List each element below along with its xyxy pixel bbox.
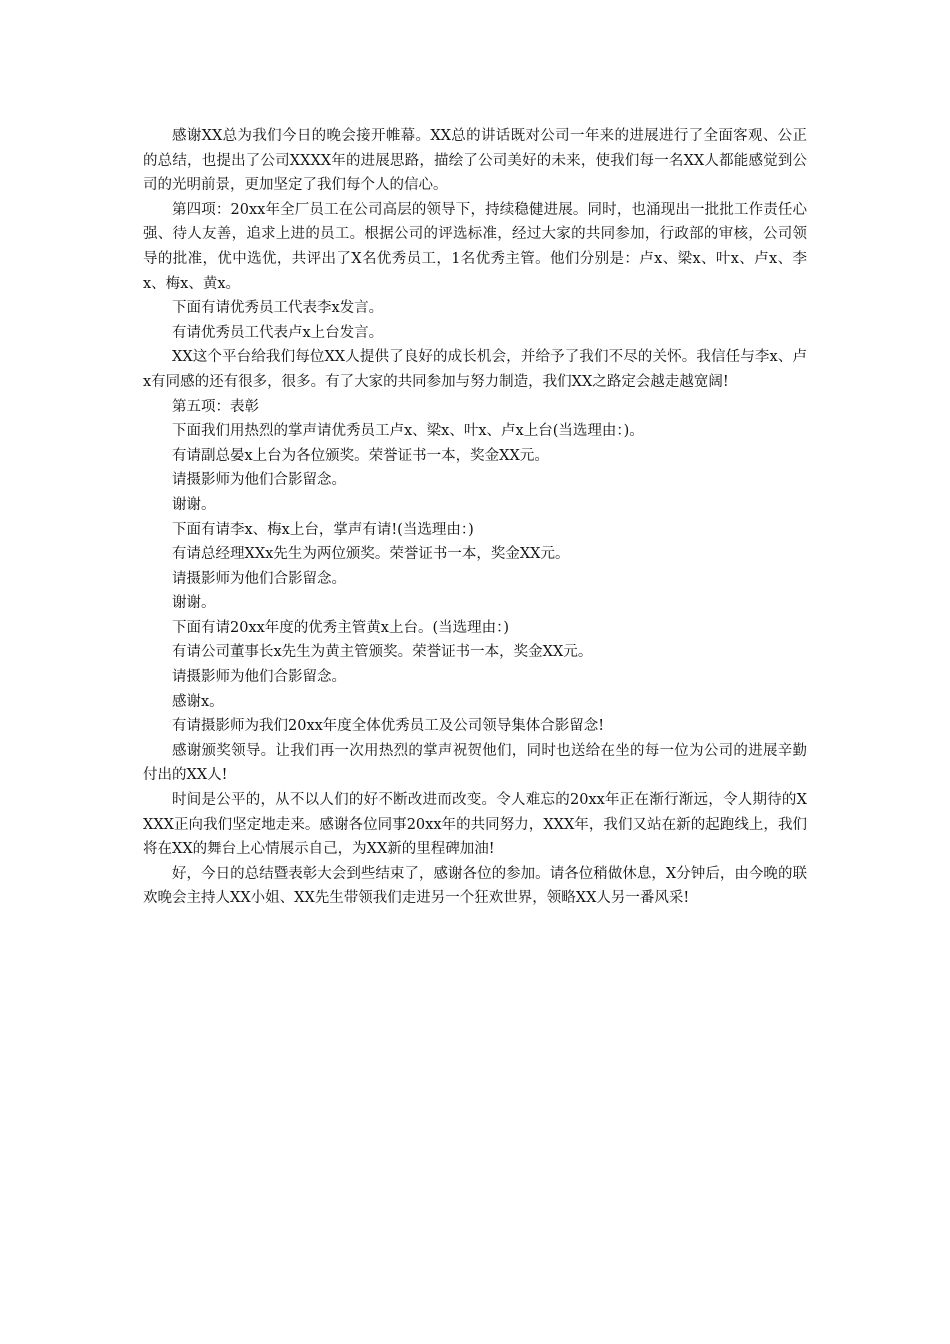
document-body [143, 124, 807, 911]
paragraph: 感谢x。 [172, 693, 224, 710]
paragraph: 谢谢。 [172, 595, 216, 612]
paragraph: 有请副总晏x上台为各位颁奖。荣誉证书一本，奖金XX元。 [172, 447, 549, 464]
paragraph: 有请摄影师为我们20xx年度全体优秀员工及公司领导集体合影留念! [172, 718, 605, 735]
paragraph: XX这个平台给我们每位XX人提供了良好的成长机会，并给予了我们不尽的关怀。我信任与李x、卢x有同感的还有很多，很多。有了大家的共同参加与努力制造，我们XX之路定会越走越宽阔! [143, 349, 807, 390]
paragraph: 有请优秀员工代表卢x上台发言。 [172, 324, 384, 341]
paragraph: 请摄影师为他们合影留念。 [172, 570, 346, 587]
paragraph: 第五项：表彰 [172, 398, 259, 415]
paragraph: 感谢XX总为我们今日的晚会接开帷幕。XX总的讲话既对公司一年来的进展进行了全面客观、公正的总结，也提出了公司XXXX年的进展思路，描绘了公司美好的未来，使我们每一名XX人都能感觉到公司的光明前景，更加坚定了我们每个人的信心。 [143, 128, 807, 194]
paragraph: 好，今日的总结暨表彰大会到些结束了，感谢各位的参加。请各位稍做休息，X分钟后，由今晚的联欢晚会主持人XX小姐、XX先生带领我们走进另一个狂欢世界，领略XX人另一番风采! [143, 865, 807, 907]
paragraph: 请摄影师为他们合影留念。 [172, 472, 346, 489]
paragraph: 下面我们用热烈的掌声请优秀员工卢x、梁x、叶x、卢x上台(当选理由：)。 [172, 423, 644, 440]
paragraph: 感谢颁奖领导。让我们再一次用热烈的掌声祝贺他们，同时也送给在坐的每一位为公司的进展辛勤付出的XX人! [143, 742, 807, 784]
paragraph: 下面有请20xx年度的优秀主管黄x上台。(当选理由：) [172, 619, 510, 636]
paragraph: 有请公司董事长x先生为黄主管颁奖。荣誉证书一本，奖金XX元。 [172, 644, 593, 661]
paragraph: 时间是公平的，从不以人们的好不断改进而改变。令人难忘的20xx年正在渐行渐远，令人期待的XXXX正向我们坚定地走来。感谢各位同事20xx年的共同努力，XXX年，我们又站在新的起跑线上，我们将在XX的舞台上心情展示自己，为XX新的里程碑加油! [143, 792, 807, 858]
paragraph: 谢谢。 [172, 496, 216, 513]
paragraph: 有请总经理XXx先生为两位颁奖。荣誉证书一本，奖金XX元。 [172, 546, 570, 563]
paragraph: 下面有请李x、梅x上台，掌声有请!(当选理由：) [172, 521, 474, 538]
paragraph: 下面有请优秀员工代表李x发言。 [172, 300, 384, 317]
paragraph: 请摄影师为他们合影留念。 [172, 669, 346, 686]
paragraph: 第四项：20xx年全厂员工在公司高层的领导下，持续稳健进展。同时，也涌现出一批批工作责任心强、待人友善，追求上进的员工。根据公司的评选标准，经过大家的共同参加，行政部的审核，公司领导的批准，优中选优，共评出了X名优秀员工，1名优秀主管。他们分别是：卢x、梁x、叶x、卢x、李x、梅x、黄x。 [143, 201, 807, 292]
